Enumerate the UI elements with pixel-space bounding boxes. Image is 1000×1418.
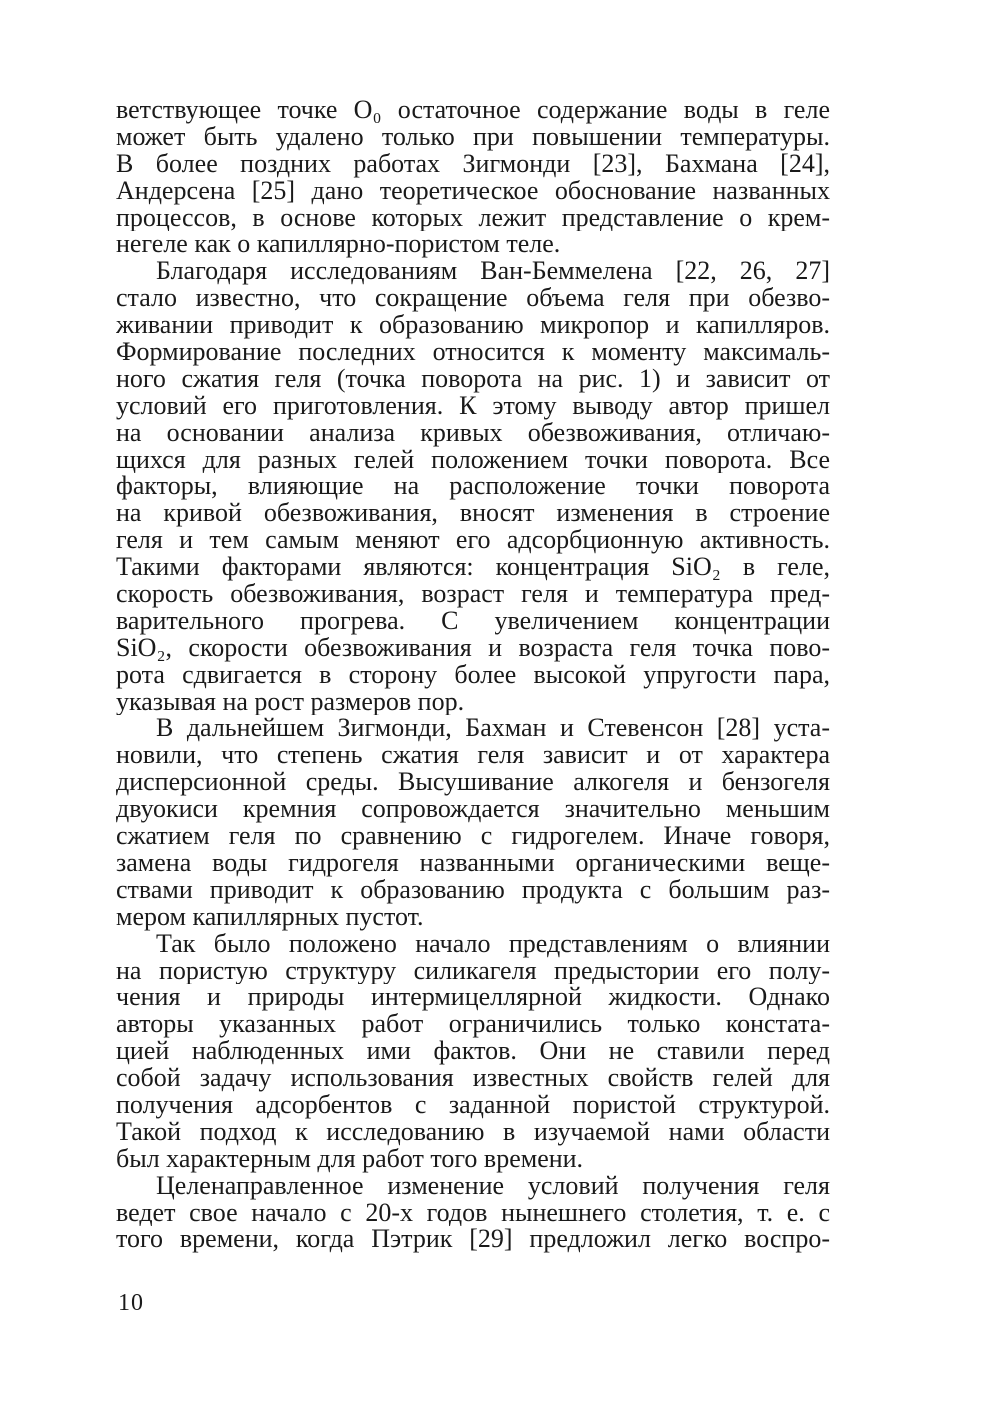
text-line: Такими факторами являются: концентрация SiO₂ в геле, <box>116 554 830 582</box>
paragraph-1 <box>116 97 830 258</box>
text-line: сжатием геля по сравнению с гидрогелем. Иначе говоря, <box>116 823 830 850</box>
text-line: собой задачу использования известных свойств гелей для <box>116 1065 830 1092</box>
text-line: условий его приготовления. К этому выводу автор пришел <box>116 392 830 420</box>
text-line: Целенаправленное изменение условий получения геля <box>156 1172 830 1200</box>
text-line: стало известно, что сокращение объема геля при обезво- <box>116 285 830 313</box>
text-line: был характерным для работ того времени. <box>116 1145 584 1173</box>
text-line: на кривой обезвоживания, вносят изменения в строение <box>116 500 830 528</box>
text-line: может быть удалено только при повышении температуры. <box>116 123 830 151</box>
text-line: на пористую структуру силикагеля предыстории его полу- <box>116 957 830 985</box>
text-line: В дальнейшем Зигмонди, Бахман и Стевенсон [28] уста- <box>156 715 830 743</box>
text-line: двуокиси кремния сопровождается значительно меньшим <box>116 796 830 824</box>
body-text <box>116 97 830 1253</box>
text-line: получения адсорбентов с заданной пористой структурой. <box>116 1091 830 1119</box>
text-line: на основании анализа кривых обезвоживания, отличаю- <box>116 419 830 447</box>
text-line: ствами приводит к образованию продукта с большим раз- <box>116 876 830 904</box>
text-line: негеле как о капиллярно-пористом теле. <box>116 231 561 259</box>
text-line: новили, что степень сжатия геля зависит и от характера <box>116 742 830 770</box>
text-line: варительного прогрева. С увеличением концентрации <box>116 607 830 635</box>
text-line: скорость обезвоживания, возраст геля и температура пред- <box>116 581 830 608</box>
text-line: Такой подход к исследованию в изучаемой нами области <box>116 1118 830 1146</box>
text-line: мером капиллярных пустот. <box>116 903 424 931</box>
page-number: 10 <box>118 1290 144 1316</box>
text-line: цией наблюденных ими фактов. Они не ставили перед <box>116 1038 830 1066</box>
text-line: того времени, когда Пэтрик [29] предложил легко воспро- <box>116 1226 830 1254</box>
text-line: ного сжатия геля (точка поворота на рис. 1) и зависит от <box>116 365 830 393</box>
paragraph-4 <box>116 931 830 1173</box>
paragraph-2 <box>116 258 830 715</box>
text-line: Андерсена [25] дано теоретическое обоснование названных <box>116 177 830 205</box>
text-line: дисперсионной среды. Высушивание алкогеля и бензогеля <box>116 769 830 797</box>
paragraph-3 <box>116 715 830 930</box>
text-line: процессов, в основе которых лежит представление о крем- <box>116 204 830 232</box>
text-line: геля и тем самым меняют его адсорбционную активность. <box>116 527 830 555</box>
text-line: Так было положено начало представлениям о влиянии <box>156 930 830 958</box>
text-line: Благодаря исследованиям Ван-Беммелена [22, 26, 27] <box>156 258 830 286</box>
text-line: живании приводит к образованию микропор и капилляров. <box>116 312 830 340</box>
text-line: чения и природы интермицеллярной жидкости. Однако <box>116 984 830 1012</box>
text-line: В более поздних работах Зигмонди [23], Бахмана [24], <box>116 150 830 178</box>
text-line: рота сдвигается в сторону более высокой упругости пара, <box>116 661 830 689</box>
text-line: факторы, влияющие на расположение точки поворота <box>116 473 830 501</box>
text-line: замена воды гидрогеля названными органическими веще- <box>116 849 830 877</box>
paragraph-5 <box>116 1173 830 1254</box>
text-line: SiO₂, скорости обезвоживания и возраста геля точка пово- <box>116 634 830 662</box>
text-line: ведет свое начало с 20-х годов нынешнего столетия, т. е. с <box>116 1199 830 1227</box>
text-line: указывая на рост размеров пор. <box>116 688 465 716</box>
text-line: ветствующее точке O₀ остаточное содержание воды в геле <box>116 97 830 124</box>
text-line: Формирование последних относится к моменту максималь- <box>116 339 830 366</box>
text-line: авторы указанных работ ограничились только констата- <box>116 1011 830 1039</box>
text-line: щихся для разных гелей положением точки поворота. Все <box>116 446 830 474</box>
